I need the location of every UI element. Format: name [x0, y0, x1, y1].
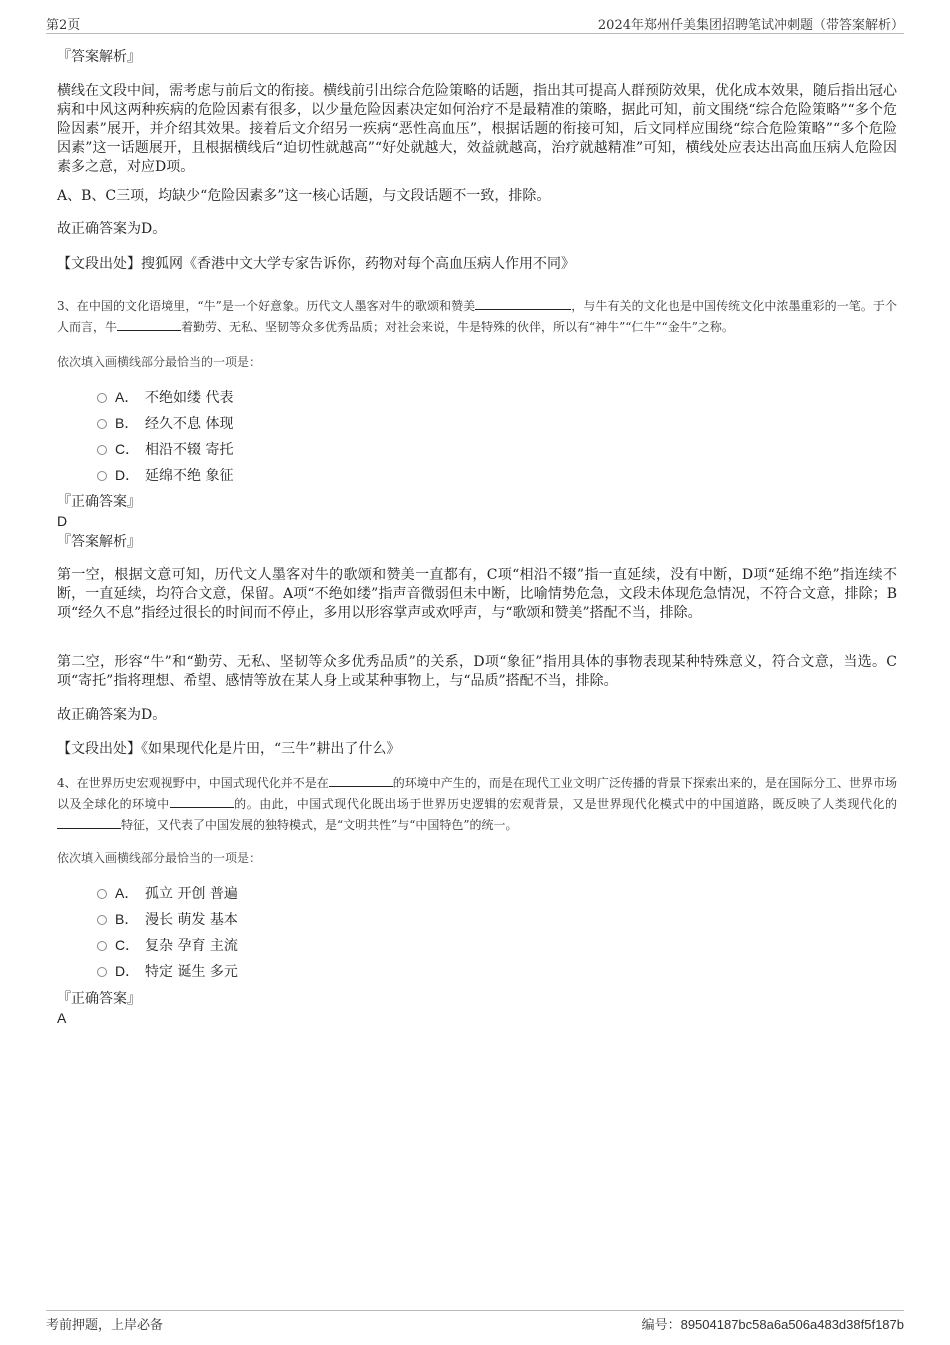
radio-button[interactable] [97, 471, 107, 481]
analysis-tag: 『答案解析』 [57, 49, 141, 65]
radio-button[interactable] [97, 941, 107, 951]
analysis-paragraph: A、B、C三项，均缺少“危险因素多”这一核心话题，与文段话题不一致，排除。 [57, 188, 551, 204]
option-letter: C． [115, 441, 140, 457]
option-text: 漫长 萌发 基本 [145, 912, 238, 928]
question-text: 特征，又代表了中国发展的独特模式，是“文明共性”与“中国特色”的统一。 [121, 818, 518, 832]
radio-button[interactable] [97, 419, 107, 429]
question-text: 的环境中产生的，而是在现代工业文明广泛传播的背景下探索出来的，是在国际分工、世界市场以及全球化的环境中 [57, 776, 897, 811]
question-instruction: 依次填入画横线部分最恰当的一项是： [57, 851, 262, 865]
radio-button[interactable] [97, 445, 107, 455]
option-list [57, 880, 457, 984]
option-b[interactable] [57, 410, 457, 436]
option-b[interactable] [57, 906, 457, 932]
option-text: 经久不息 体现 [145, 416, 234, 432]
page-number: 第2页 [46, 18, 81, 33]
code-value: 89504187bc58a6a506a483d38f5f187b [680, 1317, 904, 1332]
option-list [57, 384, 457, 488]
correct-answer-tag: 『正确答案』 [57, 991, 141, 1007]
option-a[interactable] [57, 880, 457, 906]
option-c[interactable] [57, 436, 457, 462]
answer-statement: 故正确答案为D。 [57, 707, 167, 723]
option-d[interactable] [57, 462, 457, 488]
option-letter: B． [115, 911, 139, 927]
radio-button[interactable] [97, 393, 107, 403]
option-letter: C． [115, 937, 140, 953]
question-text: 3、在中国的文化语境里，“牛”是一个好意象。历代文人墨客对牛的歌颂和赞美 [57, 299, 476, 313]
option-text: 不绝如缕 代表 [145, 390, 234, 406]
option-d[interactable] [57, 958, 457, 984]
option-text: 相沿不辍 寄托 [145, 442, 234, 458]
option-letter: A． [115, 885, 139, 901]
document-code [642, 1314, 904, 1333]
source-citation: 【文段出处】《如果现代化是片田，“三牛”耕出了什么》 [57, 741, 401, 757]
correct-answer: D [57, 513, 68, 529]
option-text: 延绵不绝 象征 [145, 468, 234, 484]
page-header [46, 14, 904, 32]
fill-blank [117, 318, 181, 331]
document-title: 2024年郑州仟美集团招聘笔试冲刺题（带答案解析） [597, 18, 904, 33]
question-stem [57, 296, 897, 338]
footer-divider [46, 1310, 904, 1311]
option-text: 特定 诞生 多元 [145, 964, 238, 980]
footer-slogan: 考前押题，上岸必备 [46, 1318, 164, 1333]
analysis-paragraph: 第一空，根据文意可知，历代文人墨客对牛的歌颂和赞美一直都有，C项“相沿不辍”指一直延续，没有中断，D项“延绵不绝”指连续不断，一直延续，均符合文意，保留。A项“不绝如缕”指声音微弱但未中断，比喻情势危急，文段未体现危急情况，不符合文意，排除；B项“经久不息”指经过很长的时间而不停止，多用以形容掌声或欢呼声，与“歌颂和赞美”搭配不当，排除。 [57, 567, 897, 621]
fill-blank [475, 297, 571, 310]
code-label: 编号： [641, 1318, 681, 1333]
source-citation: 【文段出处】搜狐网《香港中文大学专家告诉你，药物对每个高血压病人作用不同》 [57, 256, 575, 272]
question-text: ，与牛有关的文化也是中国传统文化中浓墨重彩的一笔。于个人而言，牛 [57, 299, 897, 334]
fill-blank [57, 816, 121, 829]
question-stem [57, 773, 897, 836]
fill-blank [329, 774, 393, 787]
option-letter: D． [115, 467, 140, 483]
option-text: 复杂 孕育 主流 [145, 938, 238, 954]
question-text: 4、在世界历史宏观视野中，中国式现代化并不是在 [57, 776, 329, 790]
analysis-tag: 『答案解析』 [57, 534, 141, 550]
analysis-paragraph: 第二空，形容“牛”和“勤劳、无私、坚韧等众多优秀品质”的关系，D项“象征”指用具体的事物表现某种特殊意义，符合文意，当选。C项“寄托”指将理想、希望、感情等放在某人身上或某种事物上，与“品质”搭配不当，排除。 [57, 654, 897, 689]
correct-answer: A [57, 1010, 67, 1026]
option-a[interactable] [57, 384, 457, 410]
answer-statement: 故正确答案为D。 [57, 221, 167, 237]
option-c[interactable] [57, 932, 457, 958]
analysis-paragraph: 横线在文段中间，需考虑与前后文的衔接。横线前引出综合危险策略的话题，指出其可提高人群预防效果，优化成本效果，随后指出冠心病和中风这两种疾病的危险因素有很多，以少量危险因素决定如何治疗不是最精准的策略，据此可知，前文围绕“综合危险策略”“多个危险因素”展开，并介绍其效果。接着后文介绍另一疾病“恶性高血压”，根据话题的衔接可知，后文同样应围绕“综合危险策略”“多个危险因素”这一话题展开，且根据横线后“迫切性就越高”“好处就越大，效益就越高，治疗就越精准”可知，横线处应表达出高血压病人危险因素多之意，对应D项。 [57, 83, 897, 175]
question-instruction: 依次填入画横线部分最恰当的一项是： [57, 355, 262, 369]
radio-button[interactable] [97, 915, 107, 925]
radio-button[interactable] [97, 967, 107, 977]
option-text: 孤立 开创 普遍 [145, 886, 238, 902]
fill-blank [170, 795, 234, 808]
question-text: 的。由此，中国式现代化既出场于世界历史逻辑的宏观背景，又是世界现代化模式中的中国道路，既反映了人类现代化的 [233, 797, 897, 811]
option-letter: D． [115, 963, 140, 979]
header-divider [46, 33, 904, 34]
radio-button[interactable] [97, 889, 107, 899]
option-letter: B． [115, 415, 139, 431]
question-text: 着勤劳、无私、坚韧等众多优秀品质；对社会来说，牛是特殊的伙伴，所以有“神牛”“仁牛”“金牛”之称。 [181, 320, 734, 334]
correct-answer-tag: 『正确答案』 [57, 494, 141, 510]
page-footer [46, 1314, 904, 1332]
option-letter: A． [115, 389, 139, 405]
